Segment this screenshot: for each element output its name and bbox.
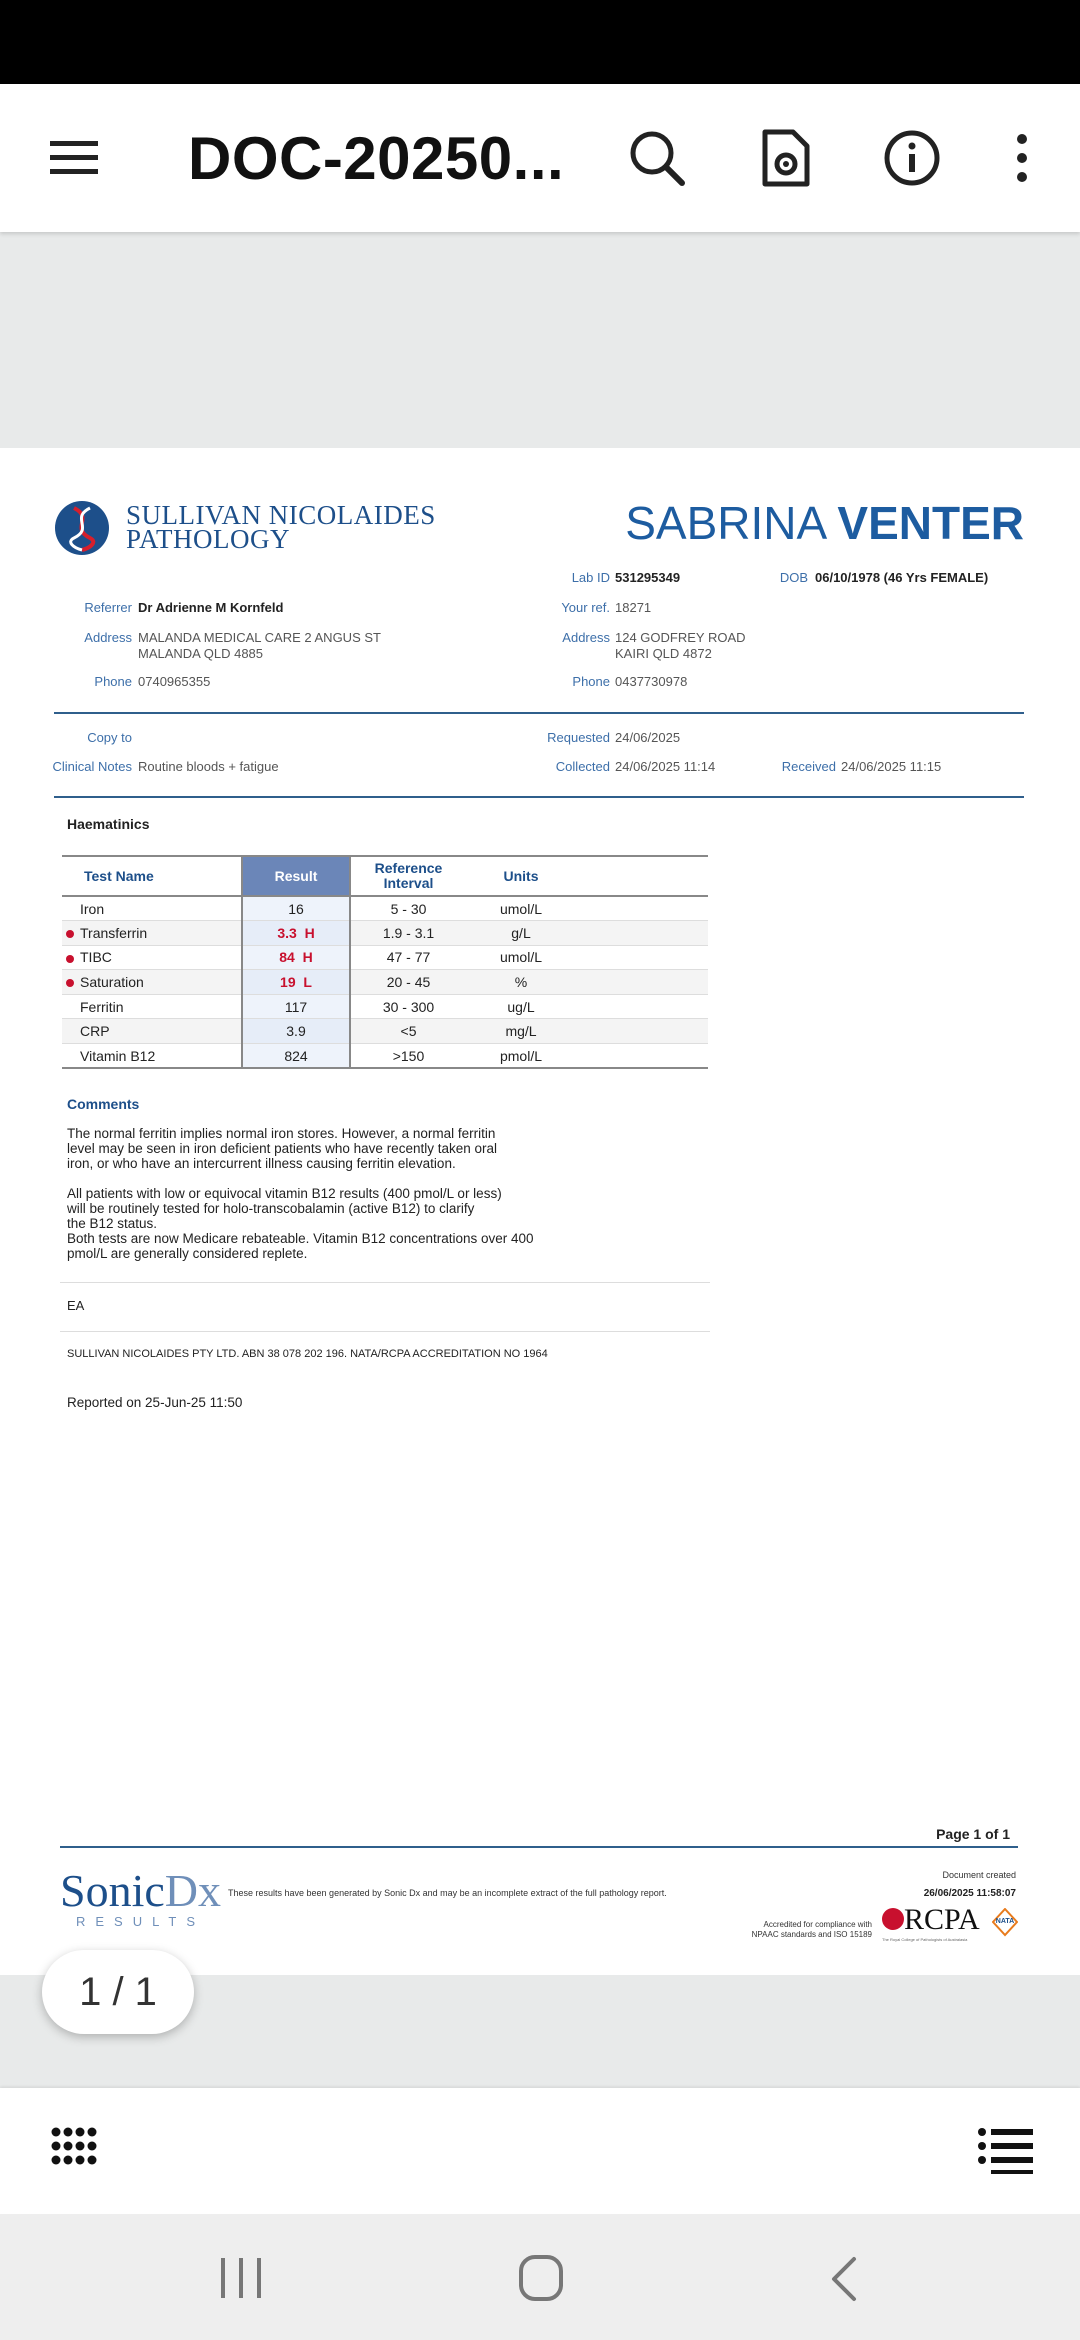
rcpa-logo-text: RCPA <box>904 1903 980 1936</box>
patient-address-label: Address <box>562 630 610 645</box>
abnormal-flag-icon <box>66 955 74 963</box>
reference-cell: 5 - 30 <box>350 896 466 921</box>
bottom-toolbar <box>0 2088 1080 2214</box>
table-row <box>62 896 708 921</box>
result-cell: 3.3 H <box>242 921 350 946</box>
referrer-value: Dr Adrienne M Kornfeld <box>138 600 284 615</box>
test-name-cell: Transferrin <box>62 921 242 946</box>
nata-logo-text: NATA <box>995 1918 1015 1925</box>
dob-label: DOB <box>779 570 808 585</box>
hamburger-menu-icon[interactable] <box>42 126 106 190</box>
test-name-cell: CRP <box>62 1019 242 1044</box>
test-name-cell: Vitamin B12 <box>62 1044 242 1069</box>
units-cell: umol/L <box>466 896 576 921</box>
divider <box>54 796 1024 798</box>
doc-created-label: Document created <box>942 1870 1016 1880</box>
list-icon[interactable] <box>977 2126 1033 2179</box>
document-settings-icon[interactable] <box>753 126 817 190</box>
lab-id-value: 531295349 <box>615 570 681 585</box>
abnormal-flag-icon <box>66 979 74 987</box>
lab-id-label: Lab ID <box>571 570 610 585</box>
units-cell: ug/L <box>466 994 576 1019</box>
recents-icon[interactable] <box>218 2256 264 2305</box>
referrer-phone-value: 0740965355 <box>138 674 211 689</box>
result-cell: 3.9 <box>242 1019 350 1044</box>
patient-address-line1: 124 GODFREY ROAD <box>615 630 746 645</box>
copy-to-label: Copy to <box>87 730 132 745</box>
reference-cell: 20 - 45 <box>350 970 466 995</box>
snp-logo-icon <box>54 500 110 556</box>
back-icon[interactable] <box>828 2256 860 2307</box>
page-count: Page 1 of 1 <box>936 1826 1010 1842</box>
units-cell: g/L <box>466 921 576 946</box>
requested-label: Requested <box>547 730 610 745</box>
reference-cell: >150 <box>350 1044 466 1069</box>
result-cell: 16 <box>242 896 350 921</box>
app-bar <box>0 84 1080 232</box>
apps-grid-icon[interactable] <box>50 2126 98 2179</box>
lab-name: SULLIVAN NICOLAIDES PATHOLOGY <box>126 500 436 554</box>
collected-label: Collected <box>555 759 610 774</box>
test-name-cell: Saturation <box>62 970 242 995</box>
results-table <box>62 855 708 1069</box>
collected-value: 24/06/2025 11:14 <box>615 759 716 774</box>
test-name-cell: Iron <box>62 896 242 921</box>
units-cell: % <box>466 970 576 995</box>
received-value: 24/06/2025 11:15 <box>841 759 942 774</box>
table-row <box>62 921 708 946</box>
comments-title: Comments <box>67 1096 140 1112</box>
result-cell: 19 L <box>242 970 350 995</box>
result-cell: 824 <box>242 1044 350 1069</box>
result-cell: 117 <box>242 994 350 1019</box>
home-icon[interactable] <box>518 2254 564 2307</box>
col-result: Result <box>242 856 350 896</box>
more-vert-icon[interactable] <box>990 126 1054 190</box>
received-label: Received <box>781 759 836 774</box>
initials: EA <box>67 1298 85 1313</box>
your-ref-value: 18271 <box>615 600 652 615</box>
system-nav-bar <box>0 2214 1080 2340</box>
patient-address-line2: KAIRI QLD 4872 <box>615 646 712 661</box>
status-bar <box>0 0 1080 84</box>
sonic-dx-logo: SonicDx <box>60 1865 222 1916</box>
referrer-address-line2: MALANDA QLD 4885 <box>138 646 264 661</box>
requested-value: 24/06/2025 <box>615 730 681 745</box>
footer-disclaimer: These results have been generated by Sonic Dx and may be an incomplete extract of the full pathology report. <box>228 1888 667 1898</box>
referrer-address-line1: MALANDA MEDICAL CARE 2 ANGUS ST <box>138 630 381 645</box>
abnormal-flag-icon <box>66 930 74 938</box>
reported-on: Reported on 25-Jun-25 11:50 <box>67 1395 243 1410</box>
info-icon[interactable] <box>880 126 944 190</box>
rcpa-logo-icon <box>882 1908 904 1930</box>
test-name-cell: TIBC <box>62 945 242 970</box>
section-title: Haematinics <box>67 816 150 832</box>
patient-name: SABRINA VENTER <box>625 497 1024 549</box>
col-units: Units <box>466 856 576 896</box>
reference-cell: 30 - 300 <box>350 994 466 1019</box>
comment-b12: All patients with low or equivocal vitamin B12 results (400 pmol/L or less) will be routinely tested for holo-transcobalamin (active B12) to clarify the B12 status. Both tests are now Medicare rebateable. Vitamin B12 concentrations over 400 pmol/L are generally considered replete. <box>67 1186 534 1261</box>
clinical-notes-label: Clinical Notes <box>52 759 132 774</box>
referrer-label: Referrer <box>84 600 132 615</box>
units-cell: mg/L <box>466 1019 576 1044</box>
document-title: DOC-20250... <box>188 125 565 192</box>
divider <box>54 712 1024 714</box>
referrer-address-label: Address <box>84 630 132 645</box>
test-name-cell: Ferritin <box>62 994 242 1019</box>
clinical-notes-value: Routine bloods + fatigue <box>138 759 279 774</box>
referrer-phone-label: Phone <box>94 674 132 689</box>
divider <box>60 1282 710 1283</box>
your-ref-label: Your ref. <box>561 600 610 615</box>
patient-phone-label: Phone <box>572 674 610 689</box>
units-cell: umol/L <box>466 945 576 970</box>
patient-phone-value: 0437730978 <box>615 674 688 689</box>
reference-cell: 47 - 77 <box>350 945 466 970</box>
table-row <box>62 1044 708 1069</box>
reference-cell: 1.9 - 3.1 <box>350 921 466 946</box>
accreditation-text: Accredited for compliance with NPAAC standards and ISO 15189 <box>751 1920 872 1939</box>
divider <box>60 1331 710 1332</box>
reference-cell: <5 <box>350 1019 466 1044</box>
table-row <box>62 970 708 995</box>
search-icon[interactable] <box>625 126 689 190</box>
table-row <box>62 945 708 970</box>
rcpa-subtitle: The Royal College of Pathologists of Australasia <box>882 1937 968 1942</box>
result-cell: 84 H <box>242 945 350 970</box>
doc-created-value: 26/06/2025 11:58:07 <box>923 1888 1016 1899</box>
divider <box>60 1846 1018 1848</box>
company-line: SULLIVAN NICOLAIDES PTY LTD. ABN 38 078 202 196. NATA/RCPA ACCREDITATION NO 1964 <box>67 1348 548 1360</box>
table-row <box>62 1019 708 1044</box>
pdf-page[interactable] <box>0 448 1080 1975</box>
col-test-name: Test Name <box>62 856 242 896</box>
dob-value: 06/10/1978 (46 Yrs FEMALE) <box>815 570 989 585</box>
sonic-results-label: RESULTS <box>76 1914 205 1929</box>
col-reference: Reference Interval <box>350 856 466 896</box>
table-row <box>62 994 708 1019</box>
page-indicator[interactable]: 1 / 1 <box>42 1950 194 2034</box>
units-cell: pmol/L <box>466 1044 576 1069</box>
comment-ferritin: The normal ferritin implies normal iron stores. However, a normal ferritin level may be seen in iron deficient patients who have recently taken oral iron, or who have an intercurrent illness causing ferritin elevation. <box>67 1126 497 1171</box>
